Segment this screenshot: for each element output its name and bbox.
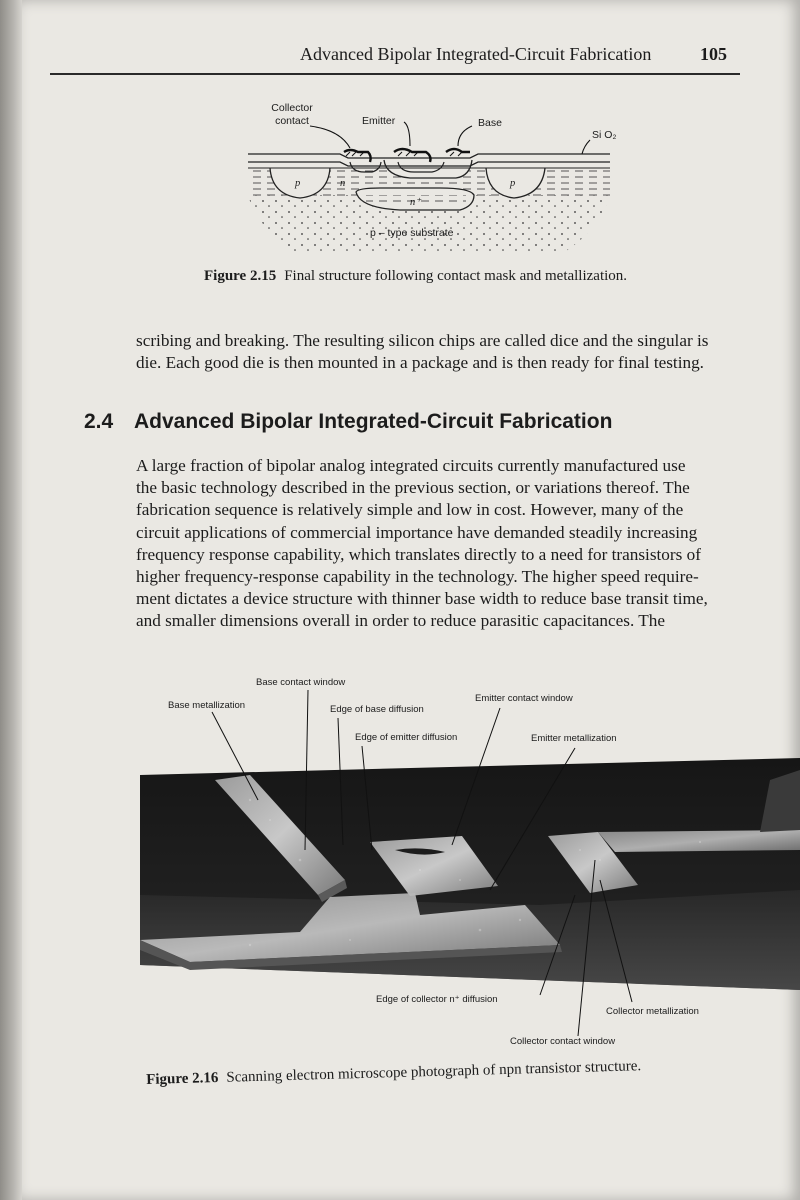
paragraph-2-line-8: and smaller dimensions overall in order to reduce parasitic capacitances. The [136, 611, 665, 631]
label-base-contact-window: Base contact window [256, 677, 346, 688]
label-emitter: Emitter [362, 115, 396, 127]
paragraph-1-line-1: scribing and breaking. The resulting silicon chips are called dice and the singular is [136, 331, 709, 350]
section-title: Advanced Bipolar Integrated-Circuit Fabrication [134, 410, 613, 433]
paragraph-2-line-1: A large fraction of bipolar analog integrated circuits currently manufactured use [136, 456, 686, 475]
paragraph-1-line-2: die. Each good die is then mounted in a package and is then ready for final testing. [136, 353, 704, 373]
label-n: n [340, 178, 346, 189]
label-base-metallization: Base metallization [168, 700, 246, 711]
label-sio2: Si O₂ [592, 129, 617, 141]
figure-2-16-caption-label: Figure 2.16 [146, 1069, 219, 1088]
label-edge-collector-diffusion: Edge of collector n⁺ diffusion [376, 994, 498, 1005]
figure-2-15-caption-text: Final structure following contact mask and metallization. [284, 268, 628, 284]
label-collector-contact: Collector contact [271, 102, 313, 127]
label-emitter-metallization: Emitter metallization [531, 733, 617, 744]
label-base: Base [478, 117, 502, 129]
figure-2-15-caption-label: Figure 2.15 [204, 268, 277, 284]
page-number: 105 [700, 44, 727, 64]
label-collector-metallization: Collector metallization [606, 1006, 699, 1017]
label-emitter-contact-window: Emitter contact window [475, 693, 573, 704]
paragraph-2-line-2: the basic technology described in the previous section, or variations thereof. The [136, 478, 690, 498]
paragraph-2-line-3: fabrication sequence is relatively simple and low in cost. However, many of the [136, 500, 684, 520]
running-head-title: Advanced Bipolar Integrated-Circuit Fabrication [300, 44, 652, 64]
label-p-right: p [510, 178, 516, 189]
label-edge-base-diffusion: Edge of base diffusion [330, 704, 424, 715]
paragraph-2-line-4: circuit applications of commercial importance have demanded steadily increasing [136, 522, 698, 542]
section-number: 2.4 [84, 410, 114, 433]
paragraph-2-line-7: ment dictates a device structure with thinner base width to reduce base transit time, [136, 589, 708, 609]
label-collector-contact-window: Collector contact window [510, 1036, 616, 1047]
label-substrate: p – type substrate [370, 227, 454, 239]
paragraph-2-line-6: higher frequency-response capability in the technology. The higher speed require- [136, 567, 699, 587]
label-p-left: p [295, 178, 301, 189]
label-n-plus: n⁺ [410, 197, 421, 208]
figure-2-16-caption-text: Scanning electron microscope photograph of npn transistor structure. [226, 1058, 642, 1086]
label-edge-emitter-diffusion: Edge of emitter diffusion [355, 732, 458, 743]
paragraph-2-line-5: frequency response capability, which translates directly to a need for transistors of [136, 544, 701, 564]
